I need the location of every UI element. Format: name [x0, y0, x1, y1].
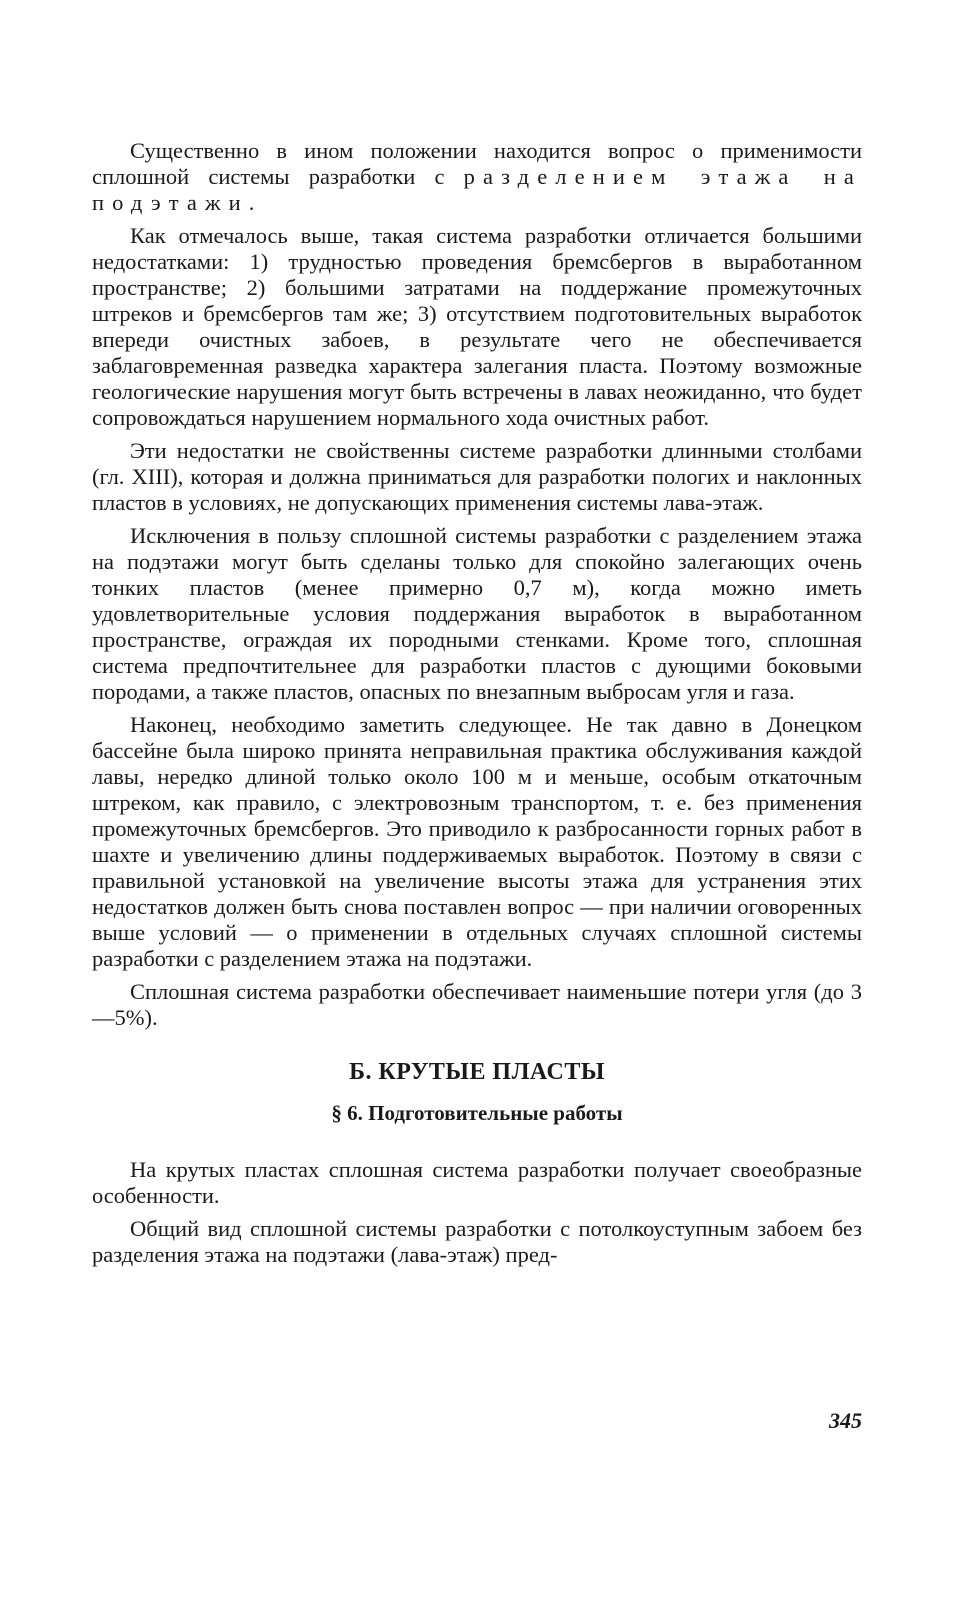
paragraph-1-start: Существенно в ином положении находится вопрос о применимости сплошной системы разработки с	[92, 138, 862, 189]
book-page	[92, 138, 862, 1438]
subsection-title: § 6. Подготовительные работы	[331, 1101, 623, 1125]
section-title: Б. КРУТЫЕ ПЛАСТЫ	[349, 1059, 605, 1085]
paragraph-8: Общий вид сплошной системы разработки с потолкоуступным забоем без разделения этажа на подэтажи (лава-этаж) пред-	[92, 1216, 862, 1267]
paragraph-5: Наконец, необходимо заметить следующее. Не так давно в Донецком бассейне была широко принята неправильная практика обслуживания каждой лавы, нередко длиной только около 100 м и меньше, особым откаточным штреком, как правило, с электровозным транспортом, т. е. без применения промежуточных бремсбергов. Это приводило к разбросанности горных работ в шахте и увеличению длины поддерживаемых выработок. Поэтому в связи с правильной установкой на увеличение высоты этажа для устранения этих недостатков должен быть снова поставлен вопрос — при наличии оговоренных выше условий — о применении в отдельных случаях сплошной системы разработки с разделением этажа на подэтажи.	[92, 712, 862, 971]
paragraph-3: Эти недостатки не свойственны системе разработки длинными столбами (гл. XIII), которая и должна приниматься для разработки пологих и наклонных пластов в условиях, не допускающих применения системы лава-этаж.	[92, 438, 862, 515]
emphasized-phrase: разделением этажа на подэтажи	[92, 164, 862, 215]
paragraph-1	[92, 138, 862, 216]
paragraph-7: На крутых пластах сплошная система разработки получает своеобразные особенности.	[92, 1157, 862, 1208]
paragraph-6: Сплошная система разработки обеспечивает наименьшие потери угля (до 3—5%).	[92, 979, 862, 1030]
paragraph-2: Как отмечалось выше, такая система разработки отличается большими недостатками: 1) трудностью проведения бремсбергов в выработанном пространстве; 2) большими затратами на поддержание промежуточных штреков и бремсбергов там же; 3) отсутствием подготовительных выработок впереди очистных забоев, в результате чего не обеспечивается заблаговременная разведка характера залегания пласта. Поэтому возможные геологические нарушения могут быть встречены в лавах неожиданно, что будет сопровождаться нарушением нормального хода очистных работ.	[92, 223, 862, 430]
paragraph-1-end: .	[248, 190, 255, 215]
page-number: 345	[829, 1408, 862, 1433]
paragraph-4: Исключения в пользу сплошной системы разработки с разделением этажа на подэтажи могут быть сделаны только для спокойно залегающих очень тонких пластов (менее примерно 0,7 м), когда можно иметь удовлетворительные условия поддержания выработок в выработанном пространстве, ограждая их породными стенками. Кроме того, сплошная система предпочтительнее для разработки пластов с дующими боковыми породами, а также пластов, опасных по внезапным выбросам угля и газа.	[92, 523, 862, 704]
